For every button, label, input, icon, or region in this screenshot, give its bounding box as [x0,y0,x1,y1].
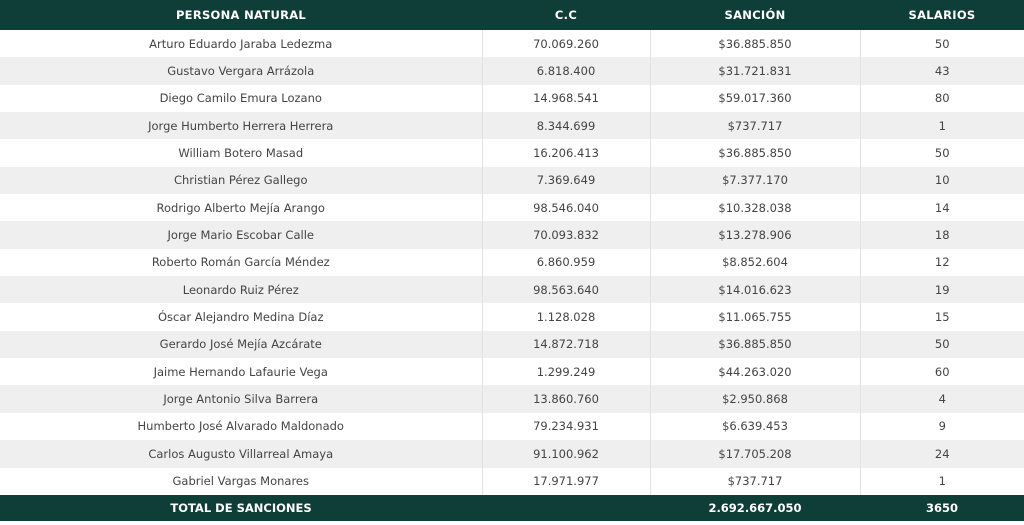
cell-sancion: $8.852.604 [650,249,860,276]
cell-persona-natural: Jaime Hernando Lafaurie Vega [0,358,482,385]
table-body [0,30,1024,495]
table-row [0,413,1024,440]
cell-sancion: $31.721.831 [650,57,860,84]
cell-sancion: $36.885.850 [650,139,860,166]
table-row [0,440,1024,467]
cell-sancion: $2.950.868 [650,385,860,412]
table-row [0,57,1024,84]
cell-sancion: $13.278.906 [650,221,860,248]
cell-sancion: $36.885.850 [650,331,860,358]
header-row [0,0,1024,30]
cell-cc: 1.299.249 [482,358,650,385]
total-sancion: 2.692.667.050 [650,495,860,521]
header-sancion: SANCIÓN [650,0,860,30]
cell-persona-natural: Arturo Eduardo Jaraba Ledezma [0,30,482,57]
cell-cc: 7.369.649 [482,167,650,194]
cell-sancion: $44.263.020 [650,358,860,385]
cell-persona-natural: Gerardo José Mejía Azcárate [0,331,482,358]
table-row [0,30,1024,57]
cell-salarios: 14 [860,194,1024,221]
cell-cc: 70.069.260 [482,30,650,57]
cell-sancion: $7.377.170 [650,167,860,194]
cell-cc: 6.818.400 [482,57,650,84]
cell-sancion: $6.639.453 [650,413,860,440]
cell-salarios: 50 [860,331,1024,358]
cell-sancion: $17.705.208 [650,440,860,467]
table-row [0,468,1024,495]
cell-persona-natural: William Botero Masad [0,139,482,166]
cell-cc: 98.563.640 [482,276,650,303]
cell-sancion: $737.717 [650,112,860,139]
cell-salarios: 12 [860,249,1024,276]
total-cc [482,495,650,521]
cell-cc: 6.860.959 [482,249,650,276]
cell-sancion: $11.065.755 [650,303,860,330]
cell-salarios: 60 [860,358,1024,385]
cell-salarios: 19 [860,276,1024,303]
table-row [0,112,1024,139]
cell-salarios: 50 [860,139,1024,166]
cell-persona-natural: Leonardo Ruiz Pérez [0,276,482,303]
header-salarios: SALARIOS [860,0,1024,30]
cell-sancion: $59.017.360 [650,85,860,112]
cell-sancion: $14.016.623 [650,276,860,303]
table-row [0,249,1024,276]
cell-cc: 13.860.760 [482,385,650,412]
cell-sancion: $10.328.038 [650,194,860,221]
cell-salarios: 18 [860,221,1024,248]
cell-salarios: 1 [860,112,1024,139]
cell-persona-natural: Roberto Román García Méndez [0,249,482,276]
cell-salarios: 50 [860,30,1024,57]
table-row [0,85,1024,112]
header-cc: C.C [482,0,650,30]
cell-sancion: $36.885.850 [650,30,860,57]
table-row [0,139,1024,166]
cell-persona-natural: Jorge Antonio Silva Barrera [0,385,482,412]
cell-salarios: 10 [860,167,1024,194]
cell-salarios: 43 [860,57,1024,84]
cell-cc: 8.344.699 [482,112,650,139]
cell-persona-natural: Gustavo Vergara Arrázola [0,57,482,84]
cell-cc: 1.128.028 [482,303,650,330]
cell-cc: 16.206.413 [482,139,650,166]
cell-persona-natural: Christian Pérez Gallego [0,167,482,194]
cell-persona-natural: Diego Camilo Emura Lozano [0,85,482,112]
cell-persona-natural: Jorge Mario Escobar Calle [0,221,482,248]
cell-salarios: 80 [860,85,1024,112]
table-row [0,331,1024,358]
header-persona-natural: PERSONA NATURAL [0,0,482,30]
cell-cc: 14.872.718 [482,331,650,358]
cell-cc: 14.968.541 [482,85,650,112]
cell-persona-natural: Rodrigo Alberto Mejía Arango [0,194,482,221]
table-row [0,221,1024,248]
cell-salarios: 1 [860,468,1024,495]
cell-cc: 17.971.977 [482,468,650,495]
cell-persona-natural: Humberto José Alvarado Maldonado [0,413,482,440]
table-row [0,358,1024,385]
table-row [0,194,1024,221]
cell-salarios: 24 [860,440,1024,467]
total-label: TOTAL DE SANCIONES [0,495,482,521]
cell-persona-natural: Carlos Augusto Villarreal Amaya [0,440,482,467]
total-salarios: 3650 [860,495,1024,521]
cell-cc: 79.234.931 [482,413,650,440]
table-footer [0,495,1024,521]
cell-persona-natural: Óscar Alejandro Medina Díaz [0,303,482,330]
cell-salarios: 15 [860,303,1024,330]
cell-salarios: 4 [860,385,1024,412]
table-row [0,385,1024,412]
cell-salarios: 9 [860,413,1024,440]
table-row [0,303,1024,330]
table-row [0,167,1024,194]
cell-persona-natural: Gabriel Vargas Monares [0,468,482,495]
cell-cc: 91.100.962 [482,440,650,467]
cell-cc: 70.093.832 [482,221,650,248]
table-row [0,276,1024,303]
table-header [0,0,1024,30]
cell-sancion: $737.717 [650,468,860,495]
cell-persona-natural: Jorge Humberto Herrera Herrera [0,112,482,139]
total-row [0,495,1024,521]
cell-cc: 98.546.040 [482,194,650,221]
